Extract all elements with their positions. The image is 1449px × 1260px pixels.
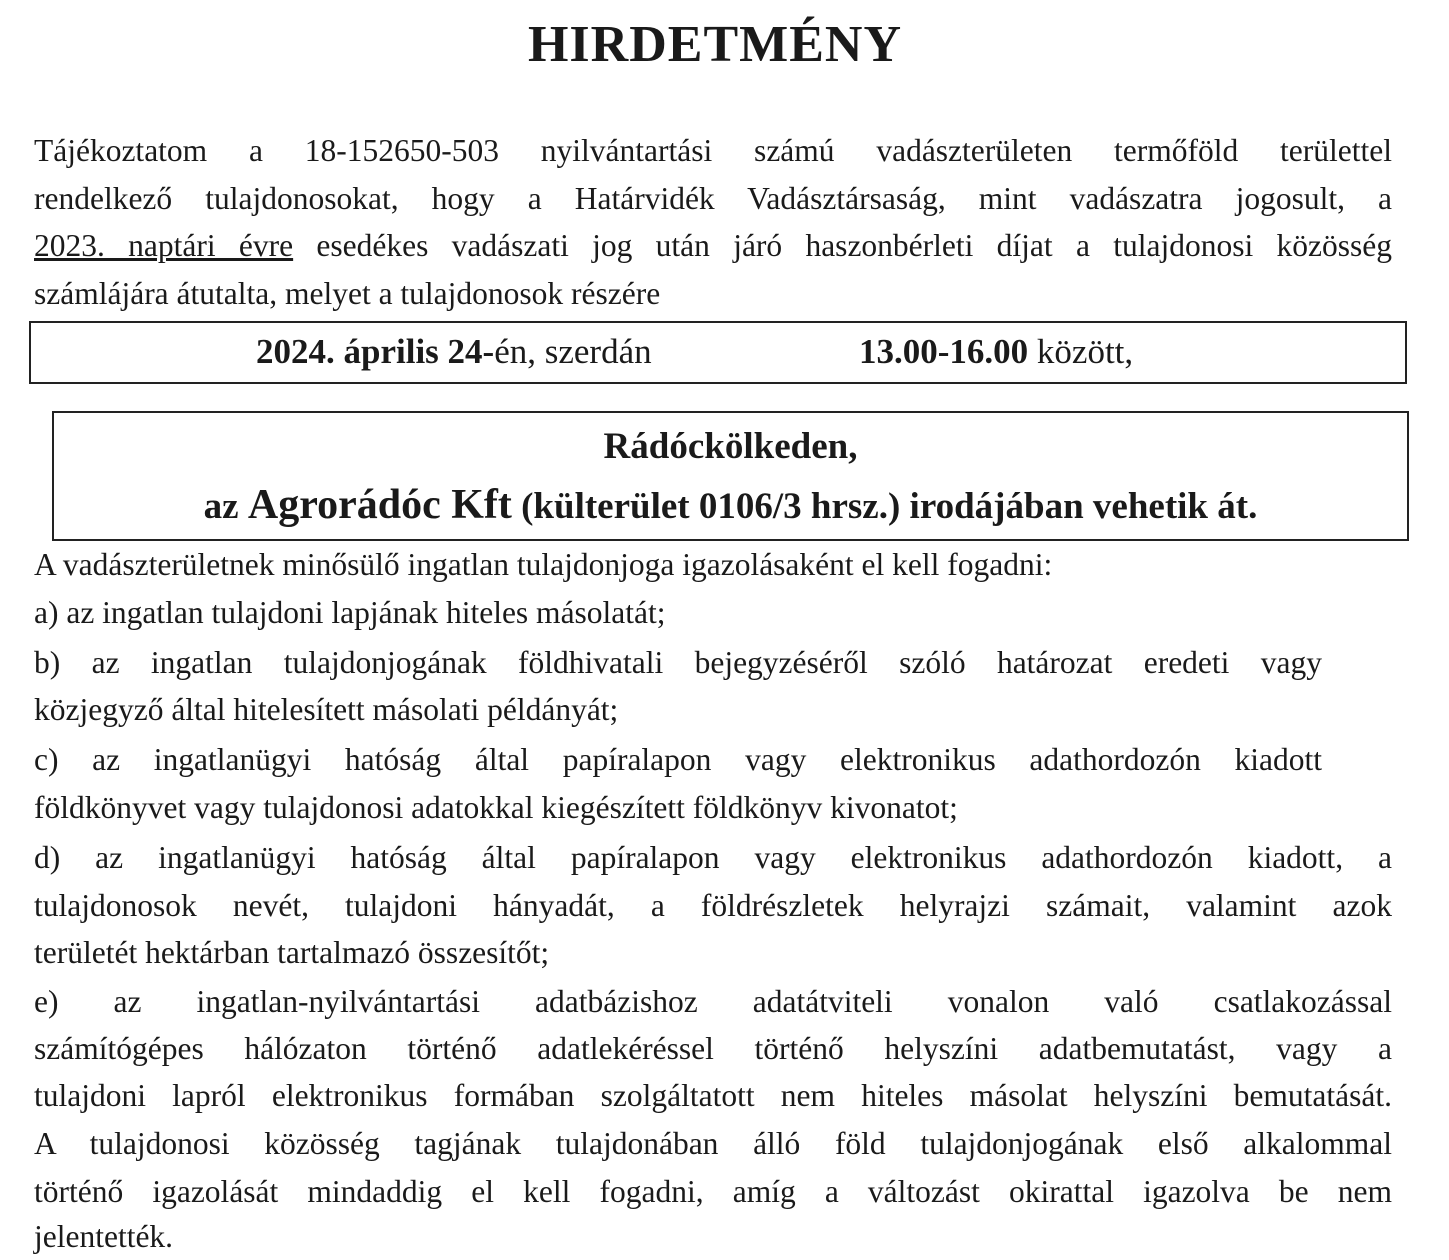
item-e-line-3: tulajdoni lapról elektronikus formában szolgáltatott nem hiteles másolat helyszíni bemutatását.: [34, 1078, 1392, 1113]
item-c-line-2: földkönyvet vagy tulajdonosi adatokkal kiegészített földkönyv kivonatot;: [34, 790, 958, 825]
item-b-line-1: b) az ingatlan tulajdonjogának földhivatali bejegyzéséről szóló határozat eredeti vagy: [34, 645, 1322, 680]
intro-line-3-rest: esedékes vadászati jog után járó haszonbérleti díjat a tulajdonosi közösség: [293, 228, 1392, 263]
item-e-line-1: e) az ingatlan-nyilvántartási adatbázishoz adatátviteli vonalon való csatlakozással: [34, 984, 1392, 1019]
item-d-line-1: d) az ingatlanügyi hatóság által papíralapon vagy elektronikus adathordozón kiadott, a: [34, 840, 1392, 875]
place-town: Rádóckölkeden,: [603, 426, 858, 467]
closing-line-3: jelentették.: [34, 1219, 174, 1254]
year-underlined: 2023. naptári évre: [34, 228, 294, 263]
place-box: [52, 411, 1409, 541]
item-d-line-2: tulajdonosok nevét, tulajdoni hányadát, a földrészletek helyrajzi számait, valamint azok: [34, 888, 1392, 923]
date-box: [29, 321, 1407, 384]
item-a: a) az ingatlan tulajdoni lapjának hiteles másolatát;: [34, 595, 666, 630]
item-b-line-2: közjegyző által hitelesített másolati példányát;: [34, 692, 619, 727]
intro-line-4: számlájára átutalta, melyet a tulajdonosok részére: [34, 276, 661, 311]
company-name: Agrorádóc Kft: [247, 482, 512, 528]
item-d-line-3: területét hektárban tartalmazó összesítőt;: [34, 935, 550, 970]
intro-line-3: [34, 222, 1392, 269]
closing-line-1: A tulajdonosi közösség tagjának tulajdonában álló föld tulajdonjogának első alkalommal: [34, 1126, 1392, 1161]
item-c-line-1: c) az ingatlanügyi hatóság által papíralapon vagy elektronikus adathordozón kiadott: [34, 742, 1322, 777]
item-e-line-2: számítógépes hálózaton történő adatlekéréssel történő helyszíni adatbemutatást, vagy a: [34, 1031, 1392, 1066]
date-text: 2024. április 24-én, szerdán: [256, 332, 652, 371]
intro-line-2: rendelkező tulajdonosokat, hogy a Határvidék Vadásztársaság, mint vadászatra jogosult, a: [34, 181, 1392, 216]
time-text: 13.00-16.00 között,: [859, 332, 1134, 371]
page-title: HIRDETMÉNY: [527, 16, 903, 73]
place-address: az Agrorádóc Kft (külterület 0106/3 hrsz.) irodájában vehetik át.: [203, 482, 1258, 528]
closing-line-2: történő igazolását mindaddig el kell fogadni, amíg a változást okirattal igazolva be nem: [34, 1174, 1392, 1209]
body-lead: A vadászterületnek minősülő ingatlan tulajdonjoga igazolásaként el kell fogadni:: [34, 547, 1053, 582]
intro-line-1: Tájékoztatom a 18-152650-503 nyilvántartási számú vadászterületen termőföld területtel: [34, 133, 1392, 168]
